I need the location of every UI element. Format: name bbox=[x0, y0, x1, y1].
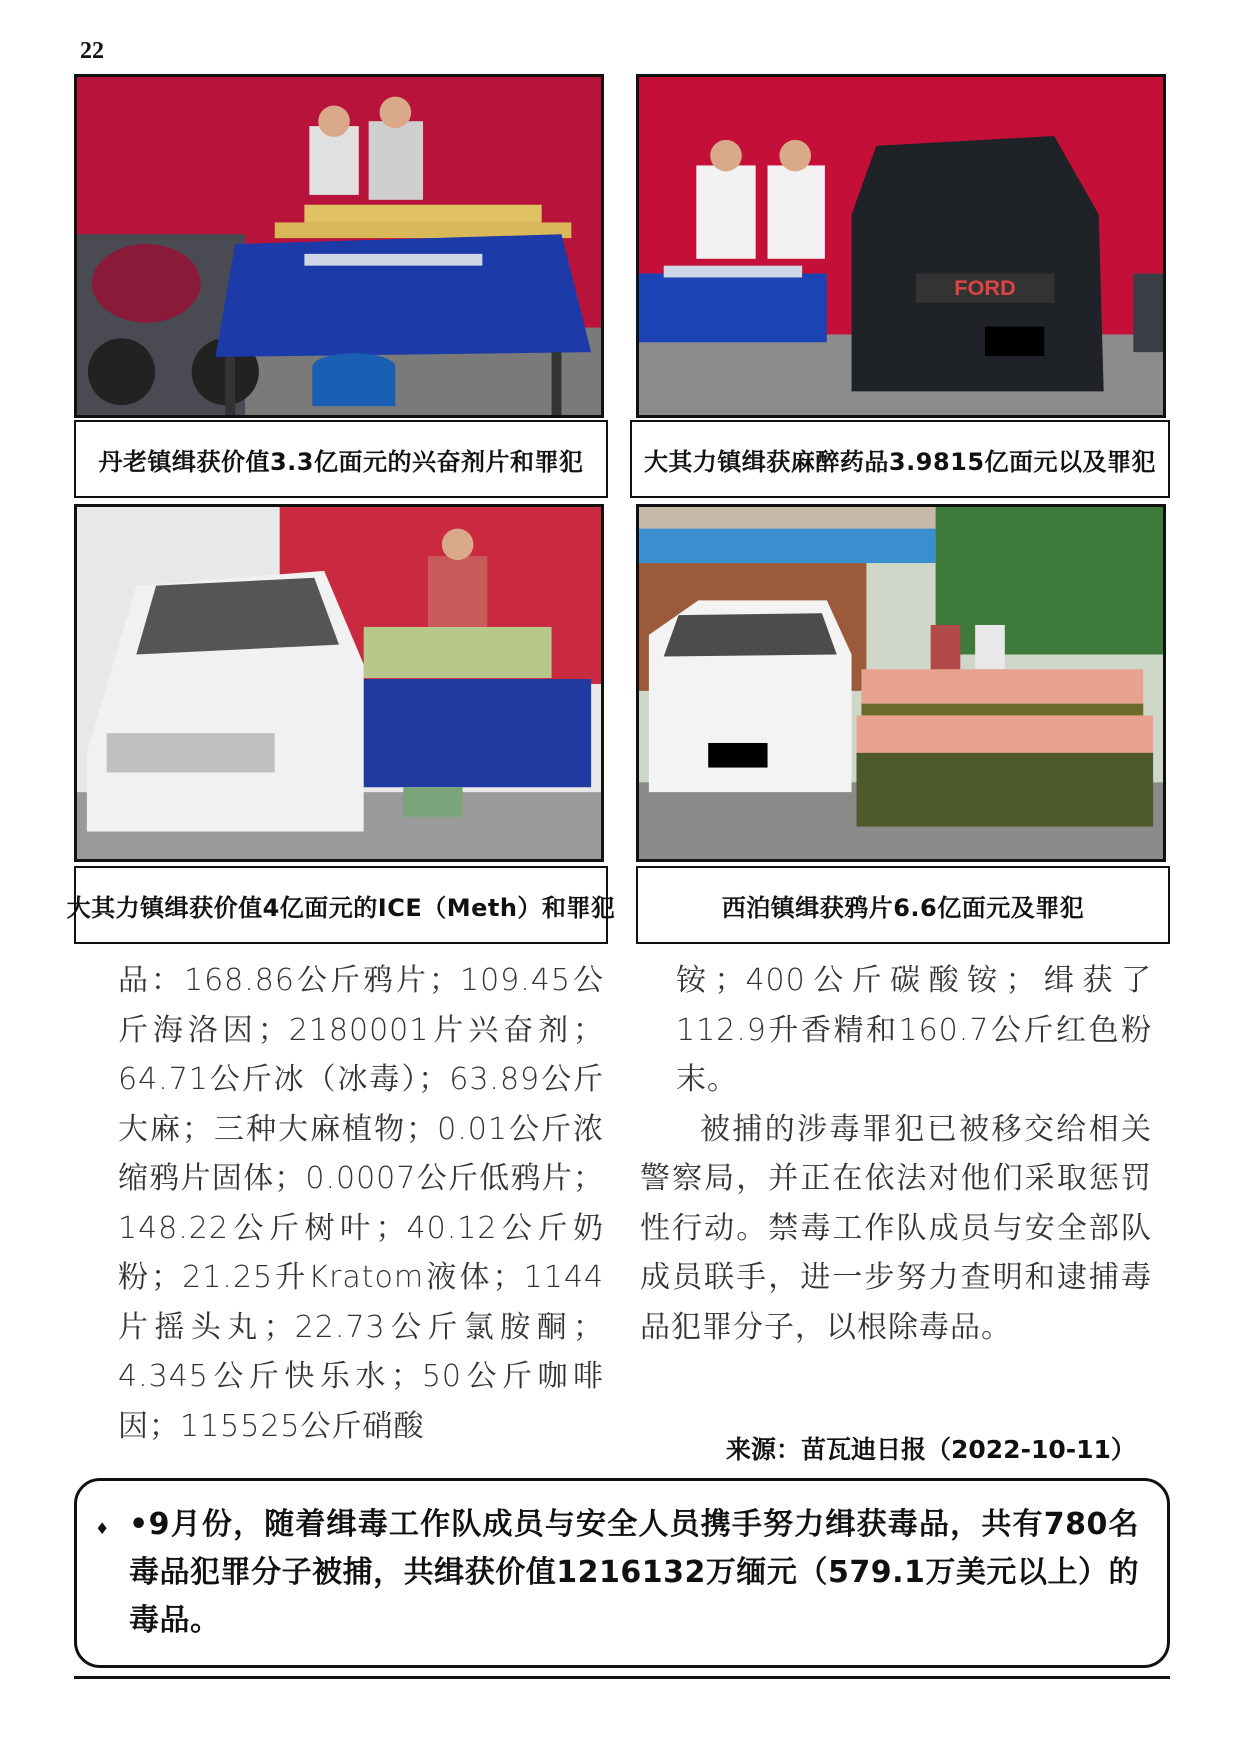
article-source: 来源：苗瓦迪日报（2022-10-11） bbox=[726, 1435, 1136, 1464]
photo-caption-3: 大其力镇缉获价值4亿面元的ICE（Meth）和罪犯 bbox=[74, 866, 608, 944]
page-number: 22 bbox=[80, 38, 104, 64]
photo-caption-1: 丹老镇缉获价值3.3亿面元的兴奋剂片和罪犯 bbox=[74, 420, 608, 498]
article-left-column bbox=[118, 956, 604, 1451]
article-right-para-1: 铵；400公斤碳酸铵；缉获了112.9升香精和160.7公斤红色粉末。 bbox=[676, 963, 1152, 1097]
summary-box bbox=[74, 1478, 1170, 1668]
summary-text: •9月份，随着缉毒工作队成员与安全人员携手努力缉获毒品，共有780名毒品犯罪分子被捕，共缉获价值1216132万缅元（579.1万美元以上）的毒品。 bbox=[129, 1507, 1139, 1638]
photo-tachileik-ice bbox=[74, 504, 604, 862]
ford-grille-text: FORD bbox=[954, 275, 1016, 301]
photo-caption-4: 西泊镇缉获鸦片6.6亿面元及罪犯 bbox=[636, 866, 1170, 944]
photo-tachileik-narcotics bbox=[636, 74, 1166, 418]
article-right-column bbox=[640, 956, 1152, 1352]
article-left-text: 品：168.86公斤鸦片；109.45公斤海洛因；2180001片兴奋剂；64.71公斤冰（冰毒）；63.89公斤大麻；三种大麻植物；0.01公斤浓缩鸦片固体；0.0007公斤低鸦片；148.22公斤树叶；40.12公斤奶粉；21.25升Kratom液体；1144片摇头丸；22.73公斤氯胺酮；4.345公斤快乐水；50公斤咖啡因；115525公斤硝酸 bbox=[118, 963, 604, 1444]
photo-hsipaw-opium bbox=[636, 504, 1166, 862]
diamond-bullet-icon: ♦ bbox=[95, 1519, 110, 1538]
bottom-divider bbox=[74, 1676, 1170, 1679]
photo-dan-lao-seizure bbox=[74, 74, 604, 418]
photo-caption-2: 大其力镇缉获麻醉药品3.9815亿面元以及罪犯 bbox=[630, 420, 1170, 498]
article-right-para-2: 被捕的涉毒罪犯已被移交给相关警察局，并正在依法对他们采取惩罚性行动。禁毒工作队成员与安全部队成员联手，进一步努力查明和逮捕毒品犯罪分子，以根除毒品。 bbox=[640, 1111, 1152, 1345]
